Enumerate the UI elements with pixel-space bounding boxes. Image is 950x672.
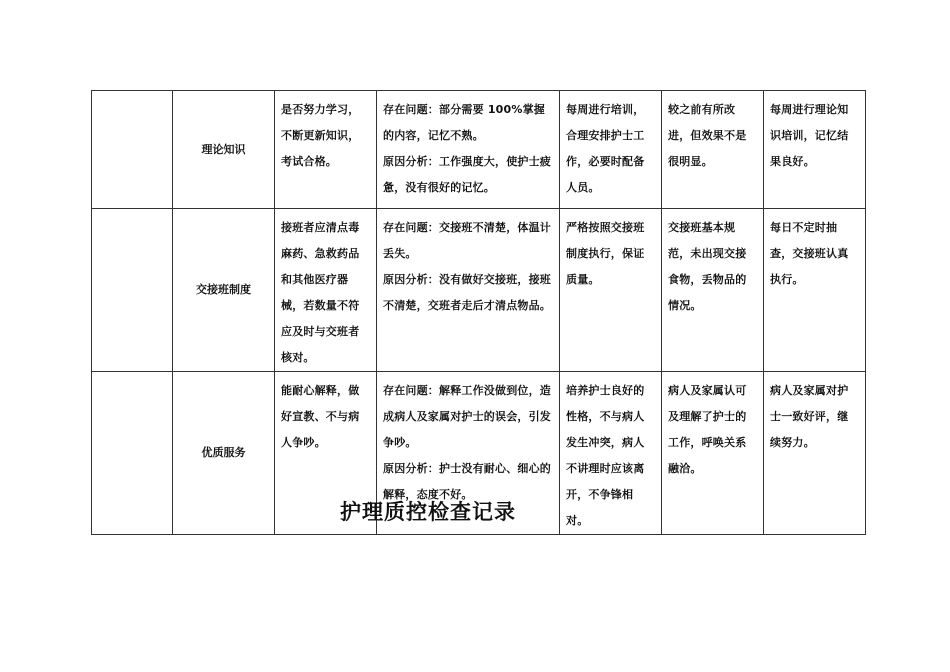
effect-cell: 较之前有所改进，但效果不是很明显。 <box>662 91 764 209</box>
table-row <box>92 209 866 372</box>
table-row <box>92 91 866 209</box>
followup-cell: 病人及家属对护士一致好评，继续努力。 <box>764 372 866 535</box>
requirement-cell: 是否努力学习，不断更新知识，考试合格。 <box>275 91 377 209</box>
topic-cell: 理论知识 <box>173 91 275 209</box>
measures-cell: 每周进行培训，合理安排护士工作，必要时配备人员。 <box>560 91 662 209</box>
followup-cell: 每日不定时抽查，交接班认真执行。 <box>764 209 866 372</box>
blank-cell <box>92 209 173 372</box>
topic-cell: 交接班制度 <box>173 209 275 372</box>
followup-cell: 每周进行理论知识培训，记忆结果良好。 <box>764 91 866 209</box>
cause-text: 原因分析：没有做好交接班，接班不清楚，交班者走后才清点物品。 <box>383 273 551 312</box>
effect-cell: 交接班基本规范，未出现交接食物，丢物品的情况。 <box>662 209 764 372</box>
cause-text: 原因分析：护士没有耐心、细心的解释，态度不好。 <box>383 462 551 501</box>
topic-cell: 优质服务 <box>173 372 275 535</box>
blank-cell <box>92 372 173 535</box>
issue-text: 存在问题：解释工作没做到位，造成病人及家属对护士的误会，引发争吵。 <box>383 384 551 449</box>
issue-text: 存在问题：交接班不清楚，体温计丢失。 <box>383 221 551 260</box>
requirement-cell: 接班者应清点毒麻药、急救药品和其他医疗器械，若数量不符应及时与交班者核对。 <box>275 209 377 372</box>
measures-cell: 培养护士良好的性格，不与病人发生冲突，病人不讲理时应该离开，不争锋相对。 <box>560 372 662 535</box>
issue-cause-cell <box>377 209 560 372</box>
cause-text: 原因分析：工作强度大，使护士疲惫，没有很好的记忆。 <box>383 155 551 194</box>
requirement-cell: 能耐心解释，做好宣教、不与病人争吵。 <box>275 372 377 535</box>
blank-cell <box>92 91 173 209</box>
issue-text: 存在问题：部分需要 100%掌握的内容，记忆不熟。 <box>383 103 546 142</box>
measures-cell: 严格按照交接班制度执行，保证质量。 <box>560 209 662 372</box>
issue-cause-cell <box>377 91 560 209</box>
effect-cell: 病人及家属认可及理解了护士的工作，呼唤关系融洽。 <box>662 372 764 535</box>
document-title: 护理质控检查记录 <box>340 500 516 524</box>
quality-control-table <box>91 90 866 535</box>
